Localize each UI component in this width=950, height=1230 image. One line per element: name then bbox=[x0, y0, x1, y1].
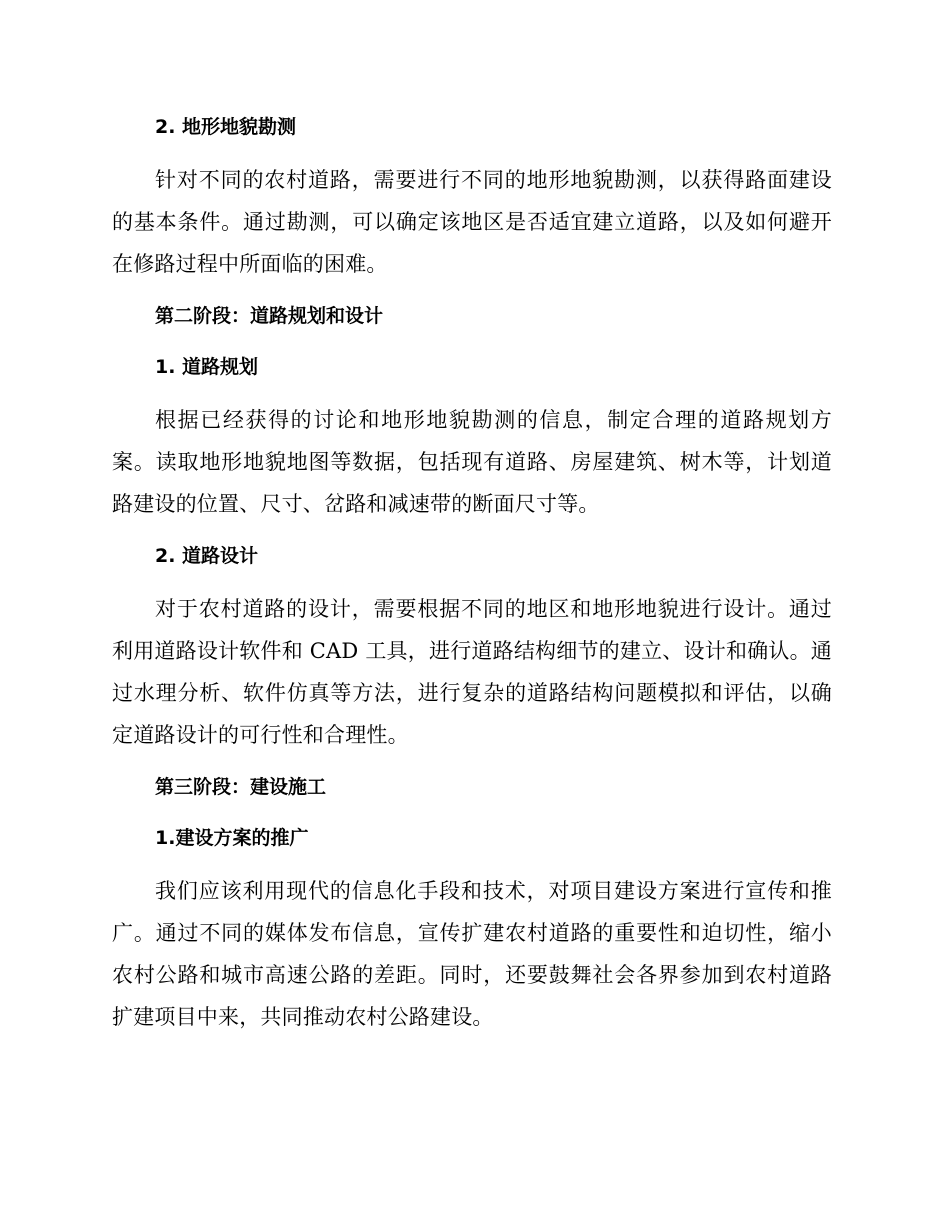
section-heading-terrain-survey: 2. 地形地貌勘测 bbox=[155, 116, 297, 138]
section-heading-road-design: 2. 道路设计 bbox=[155, 545, 259, 567]
section-heading-plan-promotion: 1.建设方案的推广 bbox=[155, 827, 309, 849]
document-body bbox=[112, 108, 832, 1050]
paragraph-terrain-survey: 针对不同的农村道路，需要进行不同的地形地貌勘测，以获得路面建设的基本条件。通过勘测，可以确定该地区是否适宜建立道路，以及如何避开在修路过程中所面临的困难。 bbox=[112, 168, 832, 276]
stage-heading-construction: 第三阶段：建设施工 bbox=[155, 776, 327, 798]
paragraph-road-planning: 根据已经获得的讨论和地形地貌勘测的信息，制定合理的道路规划方案。读取地形地貌地图等数据，包括现有道路、房屋建筑、树木等，计划道路建设的位置、尺寸、岔路和减速带的断面尺寸等。 bbox=[112, 408, 832, 516]
stage-heading-planning-design: 第二阶段：道路规划和设计 bbox=[155, 305, 384, 327]
paragraph-road-design: 对于农村道路的设计，需要根据不同的地区和地形地貌进行设计。通过利用道路设计软件和 CAD 工具，进行道路结构细节的建立、设计和确认。通过水理分析、软件仿真等方法，进行复杂的道路结构问题模拟和评估，以确定道路设计的可行性和合理性。 bbox=[112, 597, 832, 747]
paragraph-plan-promotion: 我们应该利用现代的信息化手段和技术，对项目建设方案进行宣传和推广。通过不同的媒体发布信息，宣传扩建农村道路的重要性和迫切性，缩小农村公路和城市高速公路的差距。同时，还要鼓舞社会各界参加到农村道路扩建项目中来，共同推动农村公路建设。 bbox=[112, 879, 832, 1029]
section-heading-road-planning: 1. 道路规划 bbox=[155, 356, 259, 378]
